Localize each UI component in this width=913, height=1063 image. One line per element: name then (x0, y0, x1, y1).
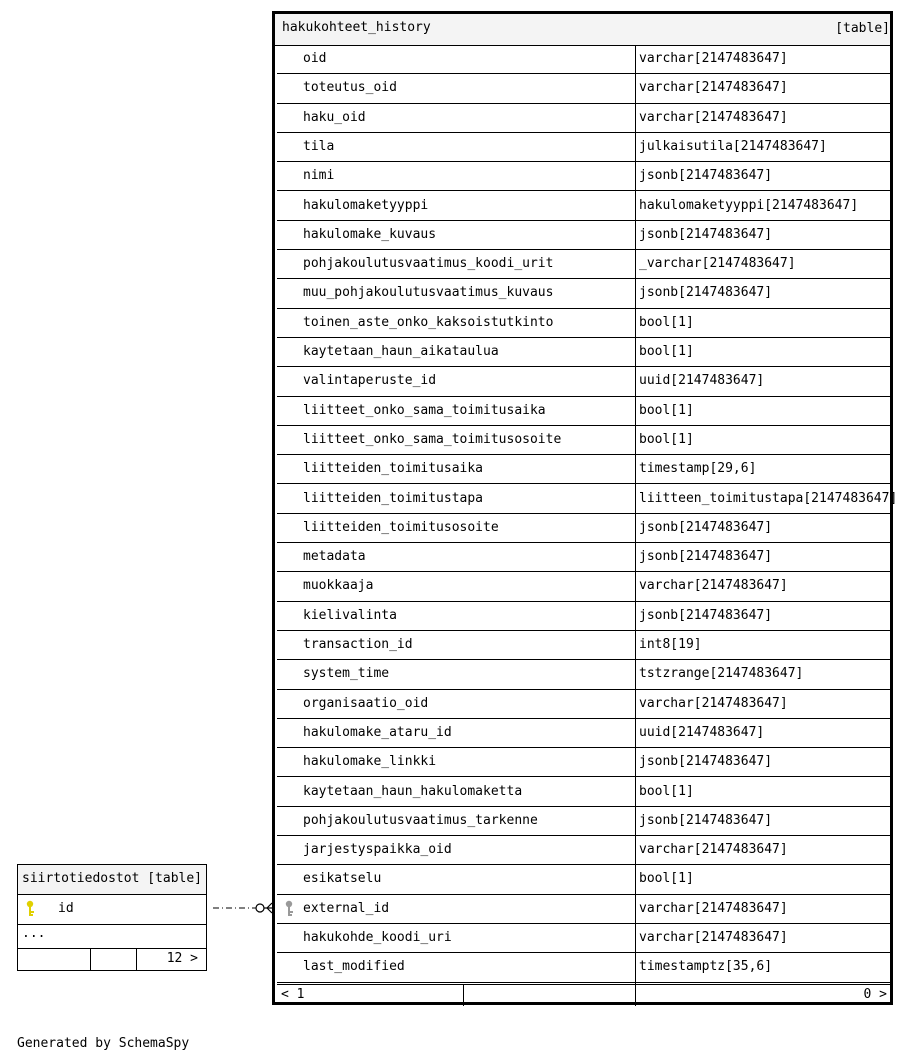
crowsfoot-prong (267, 908, 272, 913)
footer-divider (90, 948, 91, 970)
column-name: pohjakoulutusvaatimus_tarkenne (303, 812, 538, 828)
column-type: bool[1] (639, 431, 694, 447)
table-row[interactable] (277, 690, 893, 719)
table-row[interactable] (277, 865, 893, 894)
column-type: varchar[2147483647] (639, 51, 788, 66)
table-row[interactable] (277, 455, 893, 484)
column-type: jsonb[2147483647] (639, 519, 773, 535)
column-type: jsonb[2147483647] (639, 754, 773, 770)
ellipsis: ... (22, 926, 46, 941)
column-type: varchar[2147483647] (639, 80, 788, 96)
table-row[interactable] (277, 45, 893, 74)
main-table-hakukohteet-history (272, 11, 898, 1005)
table-row[interactable] (277, 133, 893, 162)
table-header (275, 14, 890, 46)
table-row[interactable] (277, 572, 893, 601)
table-row[interactable] (277, 426, 893, 455)
column-name: liitteet_onko_sama_toimitusosoite (303, 431, 562, 447)
column-type: bool[1] (639, 871, 694, 887)
table-row[interactable] (277, 924, 893, 953)
table-row[interactable] (277, 367, 893, 396)
table-row[interactable] (277, 719, 893, 748)
column-name: muokkaaja (303, 578, 374, 594)
table-row[interactable] (277, 192, 893, 221)
column-name: pohjakoulutusvaatimus_koodi_urit (303, 256, 554, 272)
column-name: hakulomake_linkki (303, 754, 437, 770)
column-name: system_time (303, 666, 390, 682)
footer-divider (463, 985, 464, 1006)
table-row[interactable] (277, 74, 893, 103)
table-row[interactable] (277, 602, 893, 631)
more-columns (18, 924, 206, 949)
table-title[interactable]: hakukohteet_history (282, 20, 431, 35)
column-type: jsonb[2147483647] (639, 168, 773, 184)
column-type: varchar[2147483647] (639, 930, 788, 945)
table-footer (18, 948, 206, 970)
column-type: timestamptz[35,6] (639, 959, 773, 975)
column-name: muu_pohjakoulutusvaatimus_kuvaus (303, 285, 554, 301)
column-type: bool[1] (639, 344, 694, 359)
column-type: julkaisutila[2147483647] (639, 138, 827, 154)
column-name: toteutus_oid (303, 80, 397, 96)
column-name: haku_oid (303, 109, 366, 125)
table-row[interactable] (277, 221, 893, 250)
column-name: kaytetaan_haun_aikataulua (303, 344, 499, 359)
column-type: tstzrange[2147483647] (639, 666, 804, 682)
column-type: liitteen_toimitustapa[2147483647] (639, 490, 898, 506)
column-name: liitteiden_toimitusaika (303, 461, 484, 477)
child-count[interactable]: 0 > (863, 987, 887, 1002)
table-row[interactable] (277, 485, 898, 514)
table-row[interactable] (277, 543, 893, 572)
column-divider (635, 45, 636, 984)
table-siirtotiedostot (17, 864, 207, 971)
relationship-edge[interactable] (207, 895, 277, 921)
column-type: uuid[2147483647] (639, 724, 765, 740)
column-name: hakukohde_koodi_uri (303, 930, 452, 945)
table-row[interactable] (277, 660, 893, 689)
table-row[interactable] (277, 631, 893, 660)
column-type: bool[1] (639, 783, 694, 799)
primary-key-icon (26, 900, 36, 918)
column-type: varchar[2147483647] (639, 842, 788, 858)
table-header (18, 865, 206, 895)
table-footer (277, 984, 893, 1006)
table-row[interactable] (277, 309, 893, 338)
column-name: liitteiden_toimitustapa (303, 490, 484, 506)
table-row[interactable] (277, 279, 893, 308)
child-count[interactable]: 12 > (166, 951, 198, 966)
column-name: liitteet_onko_sama_toimitusaika (303, 402, 546, 418)
column-name: hakulomaketyyppi (303, 197, 429, 213)
column-type: uuid[2147483647] (639, 373, 765, 389)
table-title[interactable]: siirtotiedostot [table] (22, 871, 203, 886)
column-type: varchar[2147483647] (639, 900, 788, 916)
column-type: jsonb[2147483647] (639, 812, 773, 828)
table-row[interactable] (277, 778, 893, 807)
column-type: varchar[2147483647] (639, 578, 788, 594)
parent-count[interactable]: < 1 (281, 987, 305, 1002)
column-type: varchar[2147483647] (639, 695, 788, 711)
column-name: last_modified (303, 959, 405, 975)
column-name: valintaperuste_id (303, 373, 437, 389)
column-type: jsonb[2147483647] (639, 226, 773, 242)
column-name: jarjestyspaikka_oid (303, 842, 452, 858)
column-name: kaytetaan_haun_hakulomaketta (303, 783, 523, 799)
column-name: nimi (303, 168, 335, 184)
column-type: bool[1] (639, 314, 694, 330)
column-name: metadata (303, 549, 366, 565)
table-row[interactable] (277, 250, 893, 279)
column-name: oid (303, 51, 327, 66)
column-type: jsonb[2147483647] (639, 285, 773, 301)
column-name: kielivalinta (303, 607, 397, 623)
table-row[interactable] (277, 895, 893, 924)
column-type: jsonb[2147483647] (639, 607, 773, 623)
table-row[interactable] (277, 836, 893, 865)
table-row[interactable] (277, 162, 893, 191)
column-type: hakulomaketyyppi[2147483647] (639, 197, 859, 213)
column-type: int8[19] (639, 637, 702, 652)
foreign-key-icon (285, 900, 295, 918)
table-row[interactable] (277, 514, 893, 543)
table-row[interactable] (18, 894, 206, 925)
column-name: id (58, 901, 74, 916)
table-row[interactable] (277, 748, 893, 777)
zero-optional-marker (256, 904, 264, 912)
crowsfoot-prong (267, 903, 272, 908)
column-name: toinen_aste_onko_kaksoistutkinto (303, 314, 554, 330)
column-type: bool[1] (639, 402, 694, 418)
table-row[interactable] (277, 338, 893, 367)
column-type: varchar[2147483647] (639, 109, 788, 125)
column-type: timestamp[29,6] (639, 461, 757, 477)
footer-divider (136, 948, 137, 970)
table-row[interactable] (277, 104, 893, 133)
column-name: esikatselu (303, 871, 382, 887)
column-name: hakulomake_ataru_id (303, 724, 452, 740)
table-row[interactable] (277, 397, 893, 426)
column-name: organisaatio_oid (303, 695, 429, 711)
column-name: external_id (303, 900, 390, 916)
footer-divider (635, 985, 636, 1006)
column-name: liitteiden_toimitusosoite (303, 519, 499, 535)
table-row[interactable] (277, 953, 893, 982)
generated-by-label: Generated by SchemaSpy (17, 1036, 190, 1051)
column-type: _varchar[2147483647] (639, 256, 796, 272)
table-row[interactable] (277, 807, 893, 836)
column-name: transaction_id (303, 637, 413, 652)
column-name: tila (303, 138, 335, 154)
column-type: jsonb[2147483647] (639, 549, 773, 565)
column-name: hakulomake_kuvaus (303, 226, 437, 242)
table-kind-label: [table] (835, 21, 890, 36)
